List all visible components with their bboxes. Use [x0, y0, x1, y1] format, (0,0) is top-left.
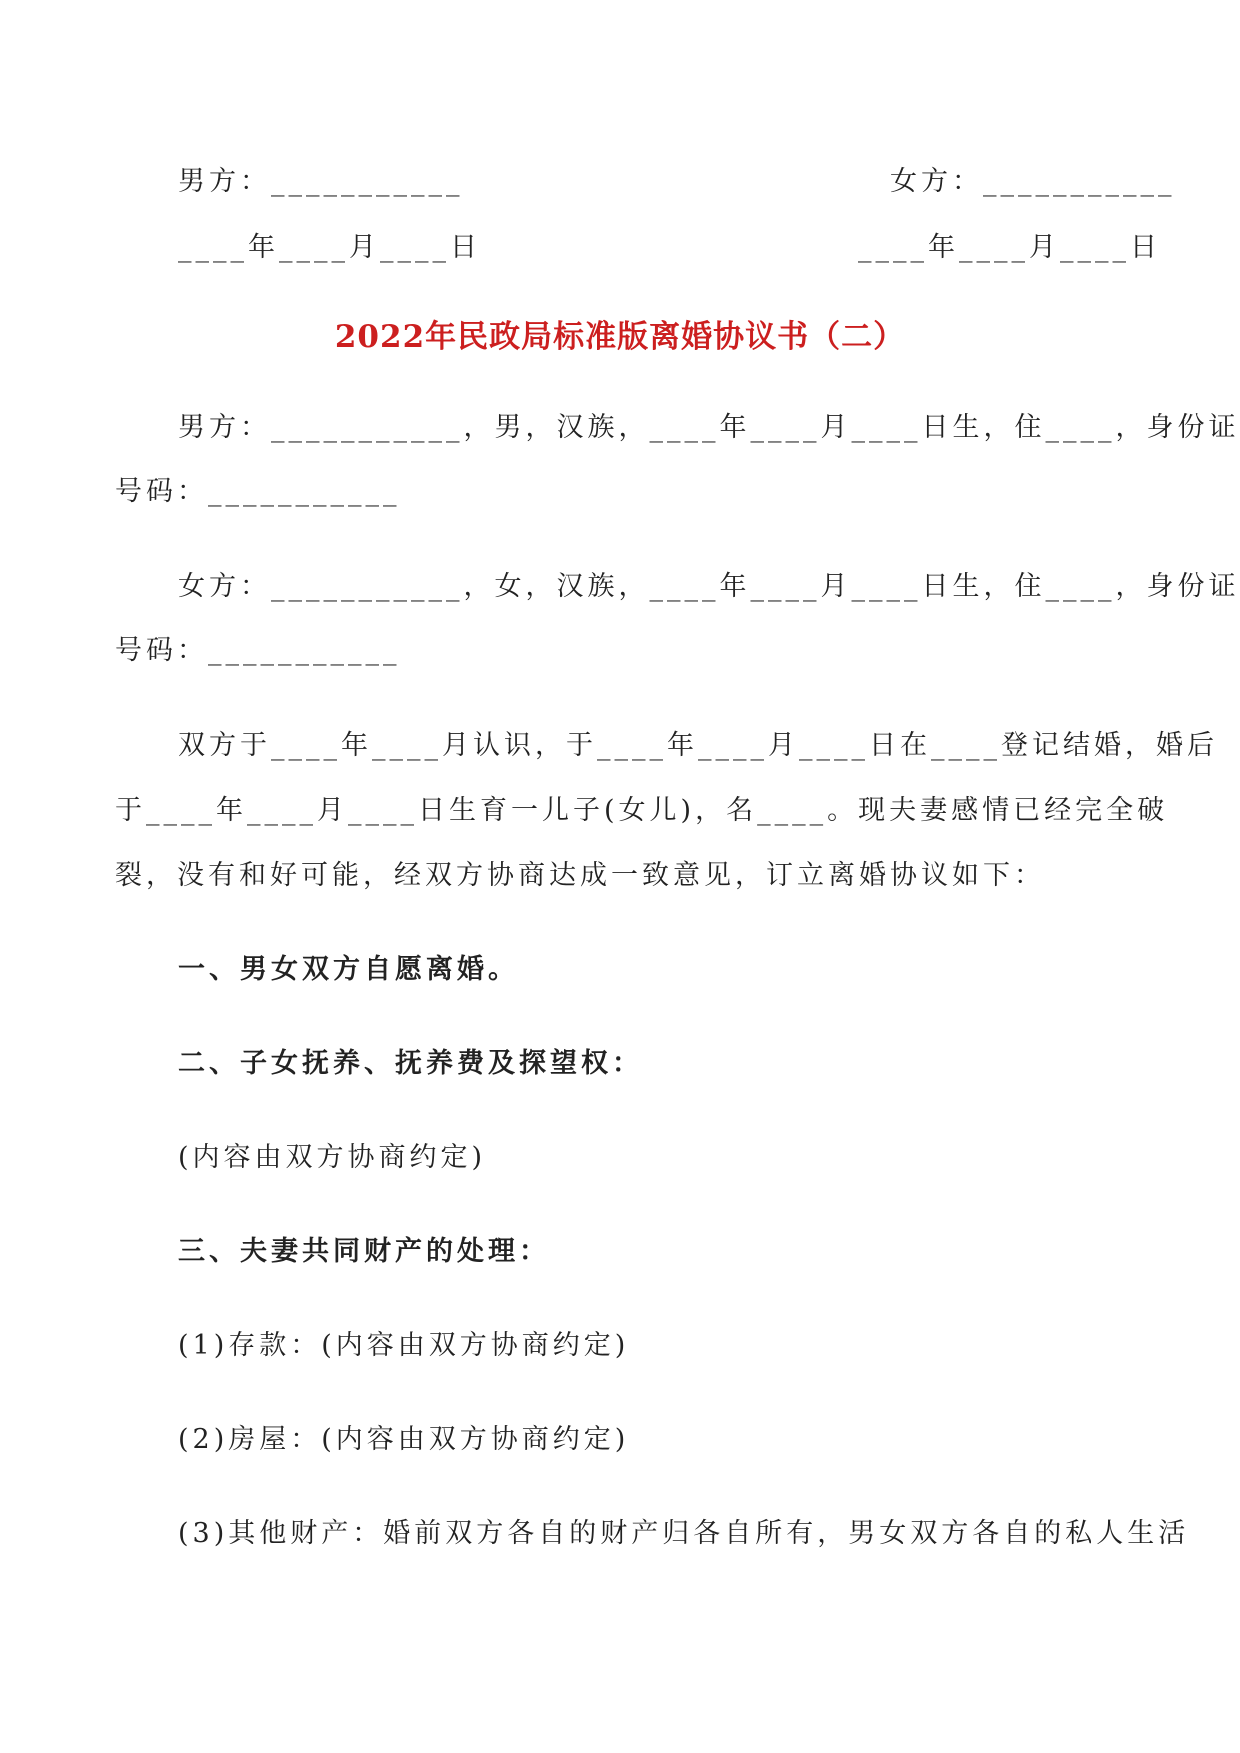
male-signature-label: 男方：___________: [178, 166, 464, 197]
clause-1-heading: 一、男女双方自愿离婚。: [178, 954, 519, 985]
male-info-line1: 男方：___________，男，汉族，____年____月____日生，住____，身份证: [178, 412, 1240, 443]
intro-paragraph-line2: 于____年____月____日生育一儿子(女儿)，名____。现夫妻感情已经完全破: [115, 795, 1169, 826]
male-signature-date: ____年____月____日: [178, 232, 481, 263]
female-info-line1: 女方：___________，女，汉族，____年____月____日生，住____，身份证: [178, 571, 1240, 602]
female-info-line2: 号码：___________: [115, 635, 401, 666]
clause-3-other-property: (3)其他财产：婚前双方各自的财产归各自所有，男女双方各自的私人生活: [178, 1518, 1190, 1549]
intro-paragraph-line3: 裂，没有和好可能，经双方协商达成一致意见，订立离婚协议如下：: [115, 860, 1045, 891]
female-signature-date: ____年____月____日: [858, 232, 1161, 263]
clause-3-heading: 三、夫妻共同财产的处理：: [178, 1236, 550, 1267]
document-title: 2022年民政局标准版离婚协议书（二）: [334, 319, 906, 355]
clause-2-heading: 二、子女抚养、抚养费及探望权：: [178, 1048, 643, 1079]
clause-2-content: (内容由双方协商约定): [178, 1142, 487, 1173]
male-info-line2: 号码：___________: [115, 476, 401, 507]
female-signature-label: 女方：___________: [890, 166, 1176, 197]
intro-paragraph-line1: 双方于____年____月认识，于____年____月____日在____登记结婚，婚后: [178, 730, 1218, 761]
clause-3-house: (2)房屋：(内容由双方协商约定): [178, 1424, 630, 1455]
clause-3-savings: (1)存款：(内容由双方协商约定): [178, 1330, 630, 1361]
